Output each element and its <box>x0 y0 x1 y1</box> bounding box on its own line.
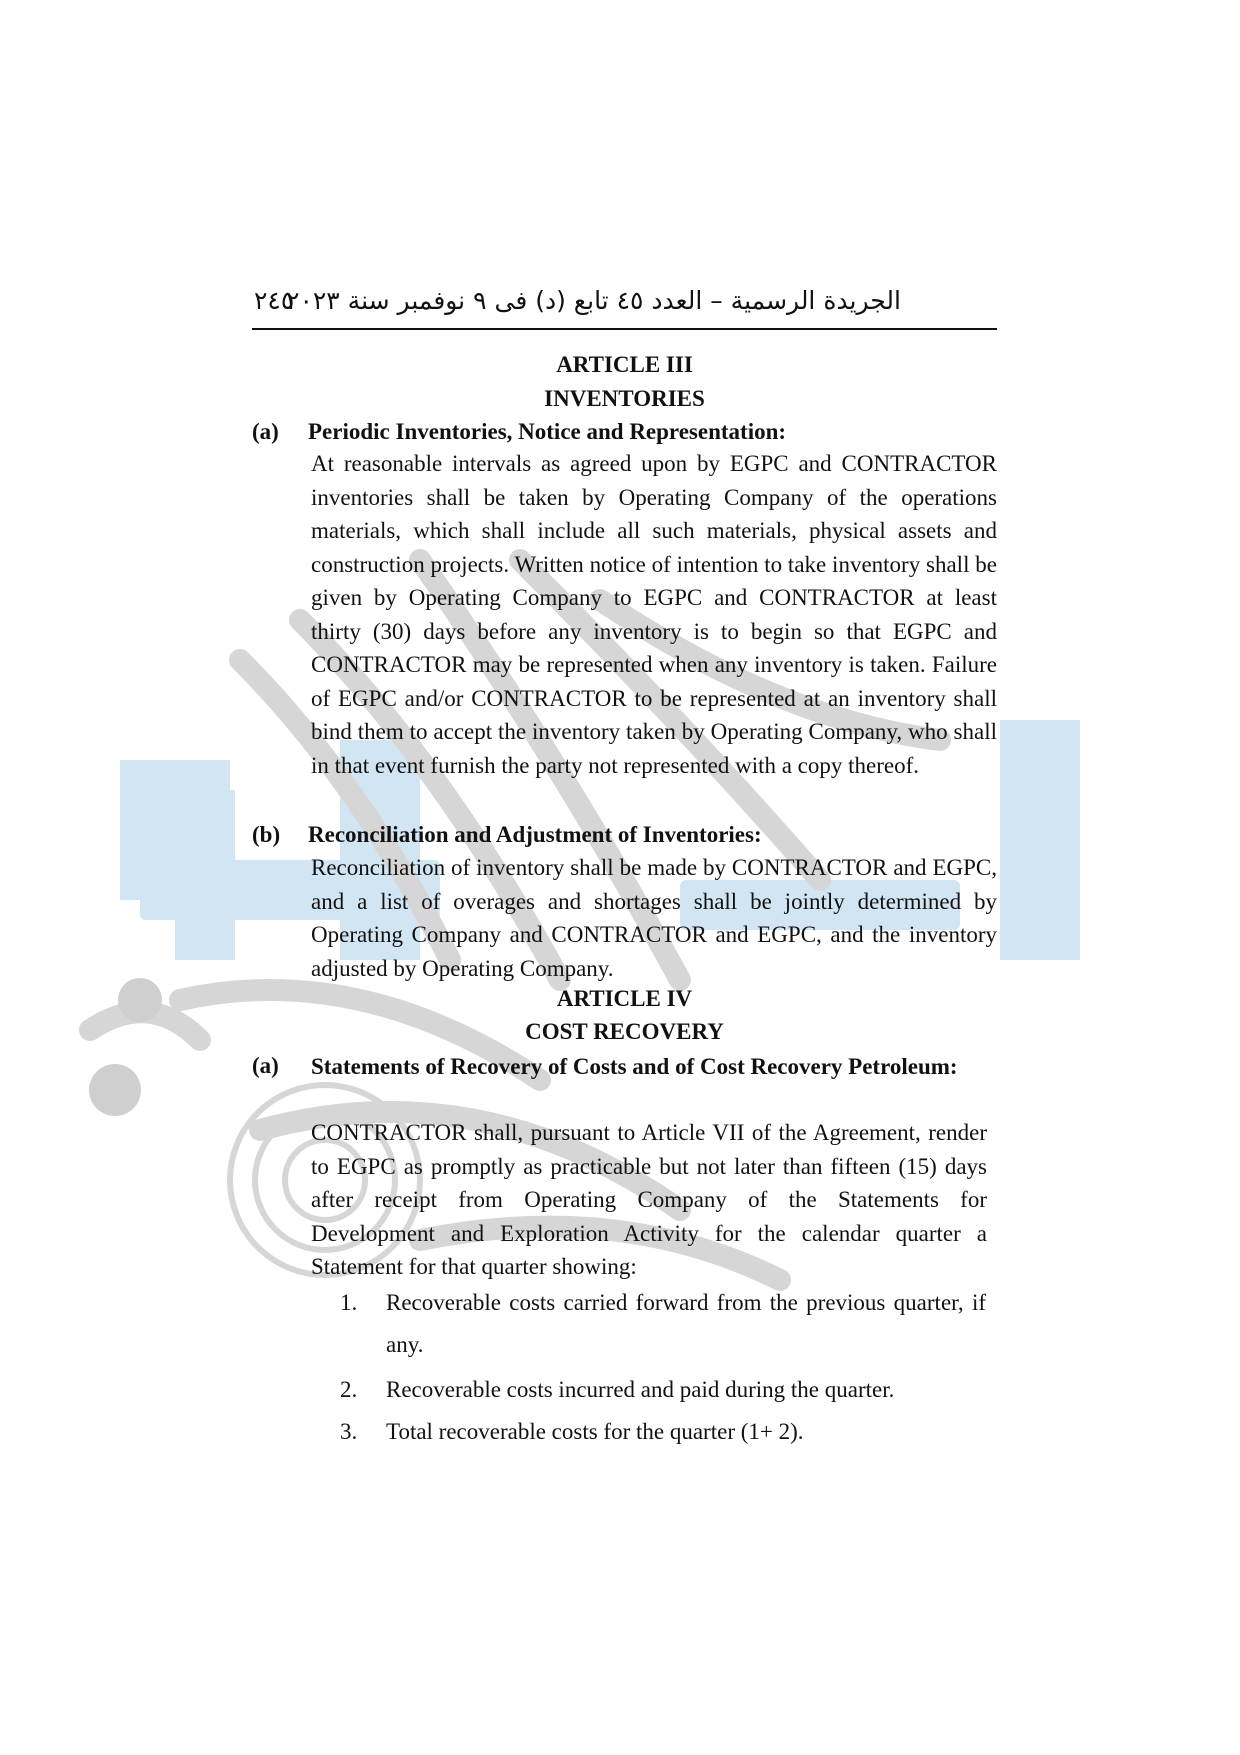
cost-section-a-body: CONTRACTOR shall, pursuant to Article VII of the Agreement, render to EGPC as promptly as practicable but not later than fifteen (15) days after receipt from Operating Company of the Statements for Development and Exploration Activity for the calendar quarter a Statement for that quarter showing: <box>311 1120 987 1279</box>
list-text: Total recoverable costs for the quarter (1+ 2). <box>386 1419 804 1444</box>
article-4-subtitle: COST RECOVERY <box>525 1019 724 1044</box>
list-number: 1. <box>340 1290 358 1315</box>
section-a-label: (a) <box>252 419 279 444</box>
list-number: 3. <box>340 1419 358 1444</box>
list-number: 2. <box>340 1377 358 1402</box>
article-4-title: ARTICLE IV <box>556 986 693 1011</box>
section-b-body: Reconciliation of inventory shall be made by CONTRACTOR and EGPC, and a list of overages and shortages shall be jointly determined by Operating Company and CONTRACTOR and EGPC, and the inventory adjusted by Operating Company. <box>311 855 997 981</box>
list-text: Recoverable costs carried forward from the previous quarter, if any. <box>386 1290 986 1357</box>
gazette-header <box>252 282 997 330</box>
gazette-title: الجريدة الرسمية – العدد ٤٥ تابع (د) فى ٩ نوفمبر سنة ٢٠٢٣ <box>286 286 901 315</box>
section-a-heading: Periodic Inventories, Notice and Representation: <box>308 419 787 444</box>
cost-section-a-label: (a) <box>252 1053 279 1078</box>
section-a-body: At reasonable intervals as agreed upon by EGPC and CONTRACTOR inventories shall be taken by Operating Company of the operations materials, which shall include all such materials, physical assets and construction projects. Written notice of intention to take inventory shall be given by Operating Company to EGPC and CONTRACTOR at least thirty (30) days before any inventory is to begin so that EGPC and CONTRACTOR may be represented when any inventory is taken. Failure of EGPC and/or CONTRACTOR to be represented at an inventory shall bind them to accept the inventory taken by Operating Company, who shall in that event furnish the party not represented with a copy thereof. <box>311 451 997 778</box>
section-b-heading: Reconciliation and Adjustment of Inventories: <box>308 822 762 847</box>
page-number: ٢٤٥ <box>254 286 295 315</box>
article-3-subtitle: INVENTORIES <box>544 386 705 411</box>
article-3-title: ARTICLE III <box>556 352 693 377</box>
list-text: Recoverable costs incurred and paid during the quarter. <box>386 1377 895 1402</box>
cost-section-a-heading: Statements of Recovery of Costs and of Cost Recovery Petroleum: <box>311 1054 958 1079</box>
section-b-label: (b) <box>252 822 281 847</box>
